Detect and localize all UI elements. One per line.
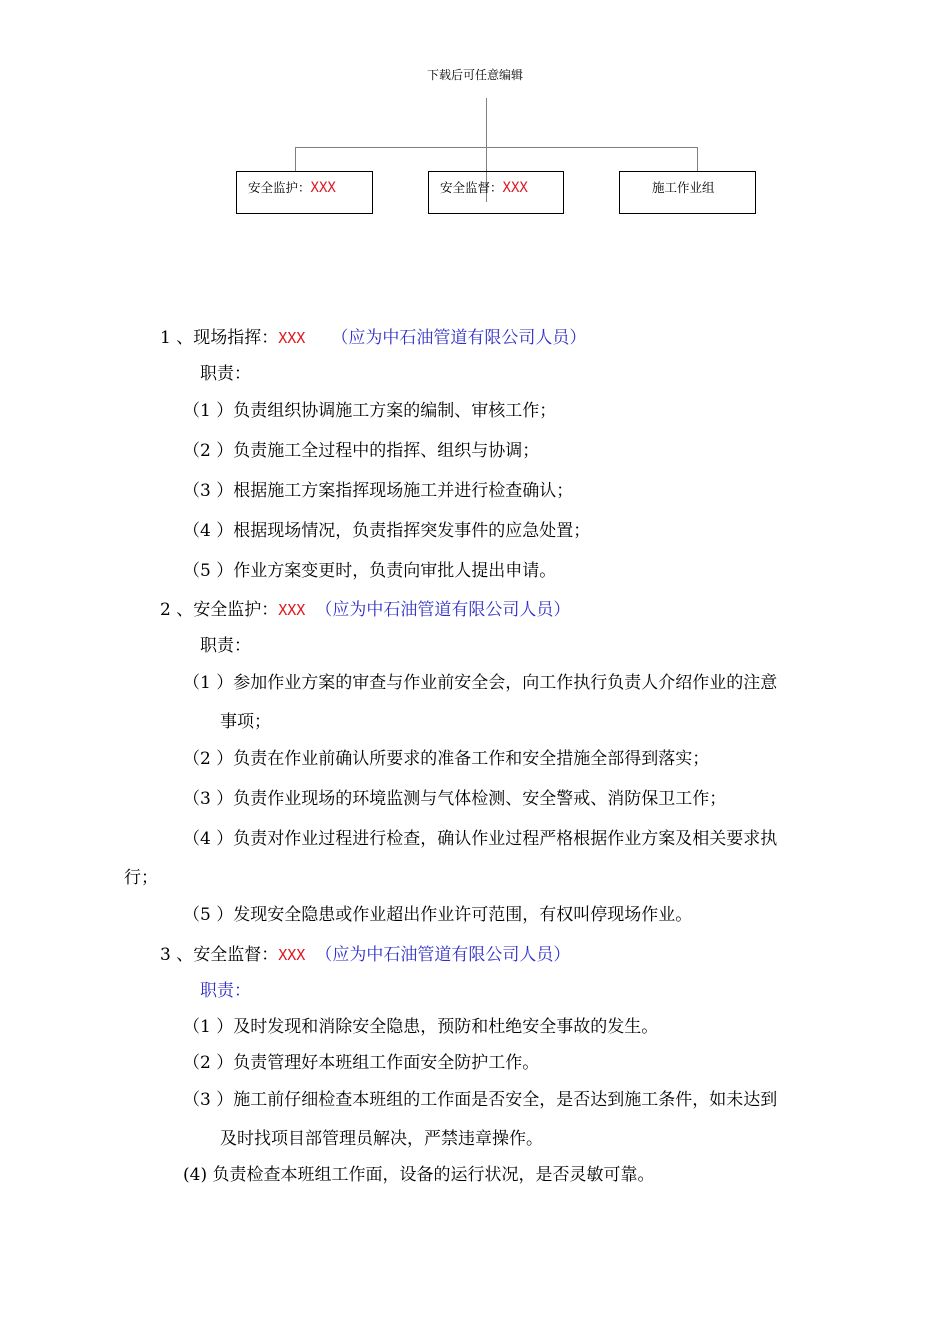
section-2-item: 事项；: [220, 712, 271, 732]
org-box-name: XXX: [502, 180, 528, 196]
org-horizontal-connector: [295, 147, 697, 148]
section-2-item: （2 ）负责在作业前确认所要求的准备工作和安全措施全部得到落实；: [183, 749, 710, 769]
section-3-item: （3 ）施工前仔细检查本班组的工作面是否安全，是否达到施工条件，如未达到: [183, 1090, 778, 1110]
section-2-item: 行；: [124, 868, 158, 888]
section-1-heading: [160, 327, 586, 349]
section-name: XXX: [278, 946, 306, 964]
org-box-construction-team-label: [652, 178, 715, 196]
section-1-item: （4 ）根据现场情况，负责指挥突发事件的应急处置；: [183, 521, 591, 541]
section-3-item: （2 ）负责管理好本班组工作面安全防护工作。: [183, 1053, 540, 1073]
section-2-heading: [160, 599, 570, 621]
org-box-label: 安全监护：: [248, 180, 311, 195]
org-box-safety-supervisor-label: [440, 178, 528, 196]
section-3-item: 及时找项目部管理员解决，严禁违章操作。: [220, 1129, 543, 1149]
org-box-safety-guardian-label: [248, 178, 336, 196]
section-3-heading: [160, 944, 570, 966]
section-3-duty-label: 职责：: [200, 981, 251, 1001]
section-heading-text: 2 、安全监护：: [160, 600, 279, 620]
org-box-name: XXX: [310, 180, 336, 196]
section-2-item: （4 ）负责对作业过程进行检查，确认作业过程严格根据作业方案及相关要求执: [183, 829, 778, 849]
section-heading-text: 3 、安全监督：: [160, 945, 279, 965]
org-branch-right: [697, 147, 698, 171]
section-1-duty-label: 职责：: [200, 364, 251, 384]
section-2-item: （1 ）参加作业方案的审查与作业前安全会，向工作执行负责人介绍作业的注意: [183, 673, 778, 693]
section-note: （应为中石油管道有限公司人员）: [315, 945, 571, 965]
section-note: （应为中石油管道有限公司人员）: [315, 600, 571, 620]
org-branch-left: [295, 147, 296, 171]
section-name: XXX: [278, 601, 306, 619]
section-1-item: （5 ）作业方案变更时，负责向审批人提出申请。: [183, 561, 557, 581]
section-3-item: (4) 负责检查本班组工作面，设备的运行状况，是否灵敏可靠。: [183, 1165, 655, 1185]
header-note: 下载后可任意编辑: [426, 68, 523, 82]
section-heading-text: 1 、现场指挥：: [160, 328, 279, 348]
section-note: （应为中石油管道有限公司人员）: [331, 328, 587, 348]
org-box-label: 施工作业组: [652, 180, 715, 195]
section-1-item: （3 ）根据施工方案指挥现场施工并进行检查确认；: [183, 481, 574, 501]
section-1-item: （2 ）负责施工全过程中的指挥、组织与协调；: [183, 441, 540, 461]
section-2-item: （5 ）发现安全隐患或作业超出作业许可范围，有权叫停现场作业。: [183, 905, 693, 925]
org-box-label: 安全监督：: [440, 180, 503, 195]
section-1-item: （1 ）负责组织协调施工方案的编制、审核工作；: [183, 401, 557, 421]
section-2-item: （3 ）负责作业现场的环境监测与气体检测、安全警戒、消防保卫工作；: [183, 789, 727, 809]
section-2-duty-label: 职责：: [200, 636, 251, 656]
section-name: XXX: [278, 329, 306, 347]
section-3-item: （1 ）及时发现和消除安全隐患，预防和杜绝安全事故的发生。: [183, 1017, 659, 1037]
